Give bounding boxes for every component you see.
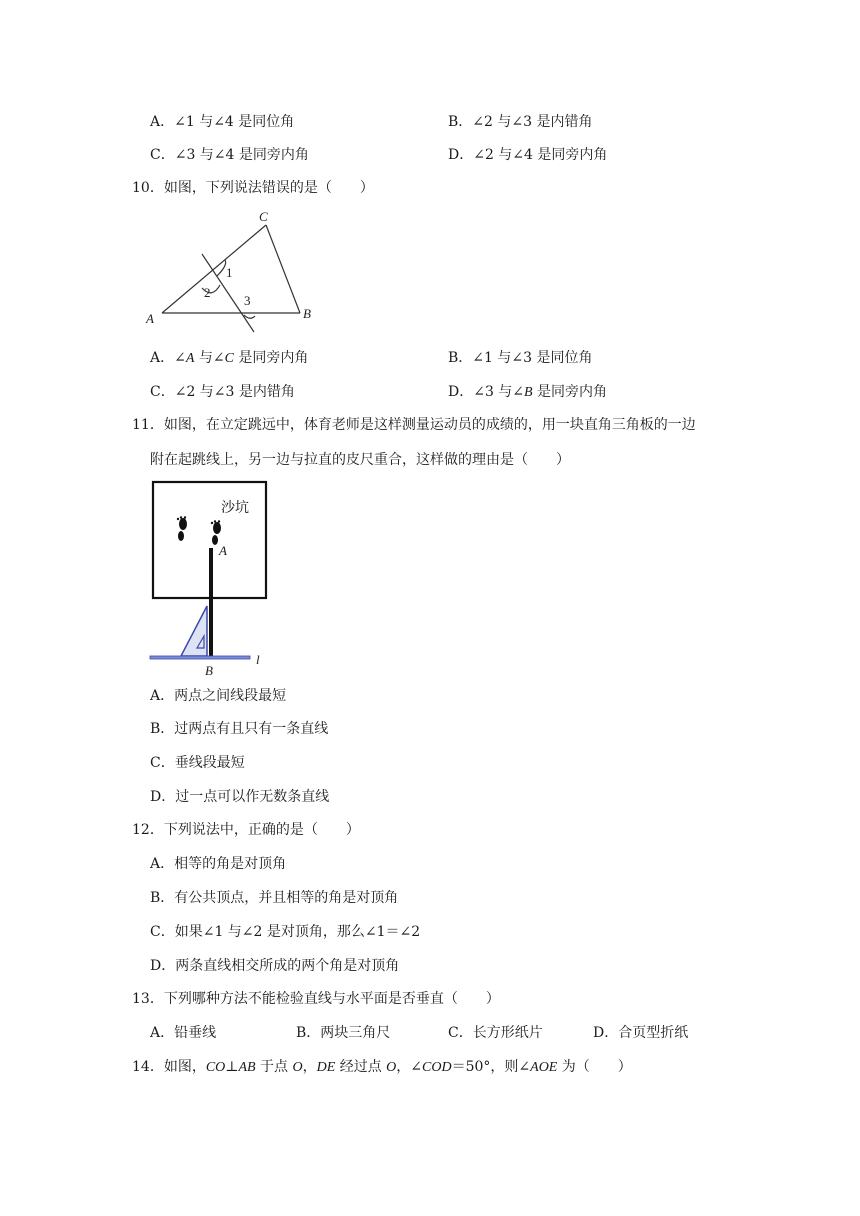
- q9-option-c: C．∠3 与∠4 是同旁内角: [150, 147, 309, 163]
- q13-stem: 13．下列哪种方法不能检验直线与水平面是否垂直（ ）: [132, 991, 500, 1007]
- q10-option-d: D．∠3 与∠B 是同旁内角: [448, 384, 608, 400]
- q11-stem-line1: 11．如图，在立定跳远中，体育老师是这样测量运动员的成绩的，用一块直角三角板的一边: [132, 417, 696, 433]
- q13-option-a: A．铅垂线: [150, 1025, 217, 1041]
- q10-label-b: B: [303, 306, 311, 321]
- q10-option-a: A．∠A 与∠C 是同旁内角: [150, 350, 309, 366]
- q11-option-d: D．过一点可以作无数条直线: [150, 789, 330, 805]
- q11-take-off-line: [150, 656, 250, 659]
- q13-option-d: D．合页型折纸: [593, 1025, 689, 1041]
- q11-label-l: l: [256, 652, 260, 667]
- q10-label-3: 3: [244, 293, 251, 308]
- q10-label-a: A: [146, 311, 154, 326]
- q11-label-b: B: [205, 663, 213, 678]
- q10-stem: 10．如图，下列说法错误的是（ ）: [132, 180, 374, 196]
- q13-option-b: B．两块三角尺: [296, 1025, 391, 1041]
- q12-stem: 12．下列说法中，正确的是（ ）: [132, 822, 360, 838]
- q11-option-b: B．过两点有且只有一条直线: [150, 721, 329, 737]
- q10-option-b: B．∠1 与∠3 是同位角: [448, 350, 593, 366]
- q9-option-a: A．∠1 与∠4 是同位角: [150, 114, 295, 130]
- q14-stem: 14．如图，CO⊥AB 于点 O，DE 经过点 O，∠COD＝50°，则∠AOE 为（ ）: [132, 1059, 632, 1075]
- q10-label-1: 1: [226, 265, 233, 280]
- q11-stem-line2: 附在起跳线上，另一边与拉直的皮尺重合，这样做的理由是（ ）: [150, 452, 570, 468]
- q10-label-c: C: [259, 209, 268, 224]
- q11-option-a: A．两点之间线段最短: [150, 688, 287, 704]
- q10-label-2: 2: [204, 285, 211, 300]
- q12-option-d: D．两条直线相交所成的两个角是对顶角: [150, 958, 400, 974]
- q12-option-a: A．相等的角是对顶角: [150, 856, 287, 872]
- q10-angle-3-arc: [244, 315, 255, 318]
- q13-option-c: C．长方形纸片: [448, 1025, 543, 1041]
- q9-option-d: D．∠2 与∠4 是同旁内角: [448, 147, 608, 163]
- q10-segment-cb: [266, 225, 300, 313]
- q11-option-c: C．垂线段最短: [150, 755, 245, 771]
- footprints-icon: [177, 516, 221, 545]
- q10-triangle-figure: [140, 205, 330, 335]
- q10-option-c: C．∠2 与∠3 是内错角: [150, 384, 295, 400]
- q11-label-a: A: [219, 543, 227, 558]
- q12-option-c: C．如果∠1 与∠2 是对顶角，那么∠1＝∠2: [150, 924, 421, 940]
- q11-label-pit: 沙坑: [221, 500, 249, 516]
- q9-option-b: B．∠2 与∠3 是内错角: [448, 114, 593, 130]
- q12-option-b: B．有公共顶点，并且相等的角是对顶角: [150, 890, 399, 906]
- q11-long-jump-figure: [145, 478, 275, 680]
